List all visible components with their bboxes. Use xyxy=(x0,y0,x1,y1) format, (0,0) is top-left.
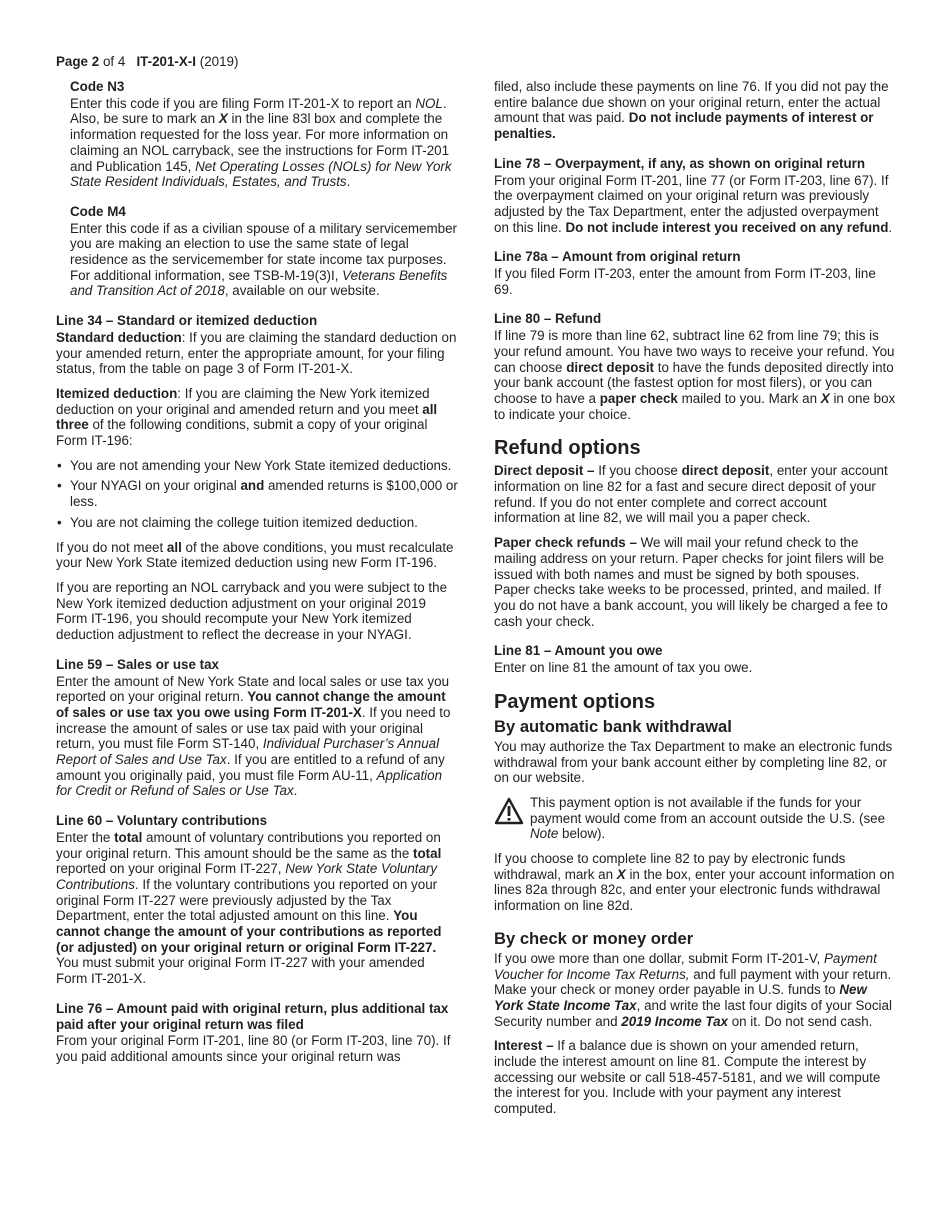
payment-options-heading: Payment options xyxy=(494,690,656,713)
line-78a-section xyxy=(494,249,896,297)
warning-note xyxy=(494,795,896,842)
page-number: 2 xyxy=(91,54,100,69)
line-34-heading: Line 34 – Standard or itemized deduction xyxy=(56,313,318,329)
paper-check-text: Paper check refunds – We will mail your refund check to the mailing address on your return. Paper checks for joint filers will be issued with both names and must be signed by both spouses. Paper checks take weeks to be processed, printed, and mailed. If you do not have a bank account, you will likely be charged a fee to cash your check. xyxy=(494,535,888,629)
code-m4-section xyxy=(70,204,458,299)
code-n3-heading: Code N3 xyxy=(70,79,125,94)
list-item: • You are not amending your New York State itemized deductions. xyxy=(56,458,458,474)
line-80-heading: Line 80 – Refund xyxy=(494,311,602,327)
check-money-order-heading: By check or money order xyxy=(494,928,694,948)
line-76-continued-text: filed, also include these payments on line 76. If you did not pay the entire balance due shown on your original return, enter the actual amount that was paid. Do not include payments of interest or penalties. xyxy=(494,79,889,142)
refund-options-section xyxy=(494,436,896,629)
line-60-text: Enter the total amount of voluntary contributions you reported on your original return. This amount should be the same as the total reported on your original Form IT-227, New York State Voluntary Contributions. If the voluntary contributions you reported on your original Form IT-227 were previously adjusted by the Tax Department, enter the total adjusted amount on this line. You cannot change the amount of your contributions as reported (or adjusted) on your original return or original Form IT-227. You must submit your original Form IT-227 with your amended Form IT-201-X. xyxy=(56,829,442,987)
page-header xyxy=(56,54,238,70)
recalculate-text: If you do not meet all of the above conditions, you must recalculate your New York State itemized deduction using new Form IT-196. xyxy=(56,539,454,571)
line-34-section xyxy=(56,313,458,643)
itemized-deduction-text: Itemized deduction: If you are claiming the New York itemized deduction on your original and amended return and you meet all three of the following conditions, submit a copy of your original Form IT-196: xyxy=(56,385,438,449)
line-81-section xyxy=(494,643,896,675)
form-year: (2019) xyxy=(199,54,239,69)
line-60-section xyxy=(56,813,458,987)
line-78a-heading: Line 78a – Amount from original return xyxy=(494,249,741,265)
standard-deduction-text: Standard deduction: If you are claiming the standard deduction on your amended return, enter the appropriate amount, for your filing status, from the table on page 3 of Form IT-201-X. xyxy=(56,329,457,377)
nol-carryback-text: If you are reporting an NOL carryback and you were subject to the New York itemized deduction adjustment on your original 2019 Form IT-196, you should recompute your New York itemized deduction adjustment to reflect the decrease in your NYAGI. xyxy=(56,579,448,643)
warning-text: This payment option is not available if the funds for your payment would come from an account outside the U.S. (see Note below). xyxy=(530,794,886,842)
direct-deposit-text: Direct deposit – If you choose direct deposit, enter your account information on line 82 for a fast and secure direct deposit of your refund. If you do not enter complete and correct account information at line 82, we will mail you a paper check. xyxy=(494,463,888,526)
form-id: IT-201-X-I xyxy=(136,54,196,69)
code-m4-text: Enter this code if as a civilian spouse of a military servicemember you are making an election to use the same state of legal residence as the servicemember for state income tax purposes. For additional information, see TSB-M-19(3)I, Veterans Benefits and Transition Act of 2018, available on our website. xyxy=(70,220,457,299)
list-item: • You are not claiming the college tuition itemized deduction. xyxy=(56,515,458,531)
check-money-order-text: If you owe more than one dollar, submit Form IT-201-V, Payment Voucher for Income Tax Returns, and full payment with your return. Make your check or money order payable in U.S. funds to New York State Income Tax, and write the last four digits of your Social Security number and 2019 Income Tax on it. Do not send cash. xyxy=(494,950,892,1029)
line-76-heading: Line 76 – Amount paid with original return, plus additional tax paid after your original return was filed xyxy=(56,1000,449,1032)
refund-options-heading: Refund options xyxy=(494,437,641,460)
conditions-list xyxy=(56,458,458,531)
line-60-heading: Line 60 – Voluntary contributions xyxy=(56,813,268,829)
page-label: Page xyxy=(56,54,89,69)
warning-icon xyxy=(494,797,524,825)
code-m4-heading: Code M4 xyxy=(70,203,126,219)
line-80-section xyxy=(494,311,896,422)
list-item: • Your NYAGI on your original and amended returns is $100,000 or less. xyxy=(56,478,458,509)
line-81-text: Enter on line 81 the amount of tax you owe. xyxy=(494,660,753,676)
left-column xyxy=(56,79,458,1074)
line-76-section xyxy=(56,1001,458,1065)
bank-withdrawal-heading: By automatic bank withdrawal xyxy=(494,716,732,736)
line-78-section xyxy=(494,156,896,236)
line-78-text: From your original Form IT-201, line 77 (or Form IT-203, line 67). If the overpayment claimed on your original return was previously adjusted by the Tax Department, enter the adjusted overpayment on this line. Do not include interest you received on any refund. xyxy=(494,172,893,235)
line-76-text: From your original Form IT-201, line 80 (or Form IT-203, line 70). If you paid additional amounts since your original return was xyxy=(56,1033,451,1064)
code-n3-text: Enter this code if you are filing Form IT-201-X to report an NOL. Also, be sure to mark an X in the line 83l box and complete the information requested for the loss year. For more information on claiming an NOL carryback, see the instructions for Form IT-201 and Publication 145, Net Operating Losses (NOLs) for New York State Resident Individuals, Estates, and Trusts. xyxy=(70,95,452,190)
line-59-section xyxy=(56,657,458,799)
line-80-text: If line 79 is more than line 62, subtract line 62 from line 79; this is your refund amount. You have two ways to receive your refund. You can choose direct deposit to have the funds deposited directly into your bank account (the fastest option for most filers), or you can choose to have a paper check mailed to you. Mark an X in one box to indicate your choice. xyxy=(494,328,896,422)
page-of: of 4 xyxy=(102,54,126,69)
line-81-heading: Line 81 – Amount you owe xyxy=(494,643,663,659)
bank-withdrawal-text: You may authorize the Tax Department to make an electronic funds withdrawal from your bank account either by completing line 82, or on our website. xyxy=(494,738,893,786)
line-78-heading: Line 78 – Overpayment, if any, as shown on original return xyxy=(494,155,866,171)
line-78a-text: If you filed Form IT-203, enter the amount from Form IT-203, line 69. xyxy=(494,266,876,297)
line-59-text: Enter the amount of New York State and local sales or use tax you reported on your original return. You cannot change the amount of sales or use tax you owe using Form IT-201-X. If you need to increase the amount of sales or use tax paid with your original return, you must file Form ST-140, Individual Purchaser’s Annual Report of Sales and Use Tax. If you are entitled to a refund of any amount you originally paid, you must file Form AU-11, Application for Credit or Refund of Sales or Use Tax. xyxy=(56,673,451,799)
right-column xyxy=(494,79,896,1126)
electronic-withdrawal-text: If you choose to complete line 82 to pay by electronic funds withdrawal, mark an X in the box, enter your account information on lines 82a through 82c, and enter your electronic funds withdrawal information on line 82d. xyxy=(494,851,895,914)
payment-options-section xyxy=(494,690,896,1117)
line-76-continued xyxy=(494,79,896,142)
interest-text: Interest – If a balance due is shown on your amended return, include the interest amount on line 81. Compute the interest by accessing our website or call 518-457-5181, and we will compute the interest for you. Include with your payment any interest computed. xyxy=(494,1038,881,1117)
code-n3-section xyxy=(70,79,458,190)
line-59-heading: Line 59 – Sales or use tax xyxy=(56,656,220,672)
